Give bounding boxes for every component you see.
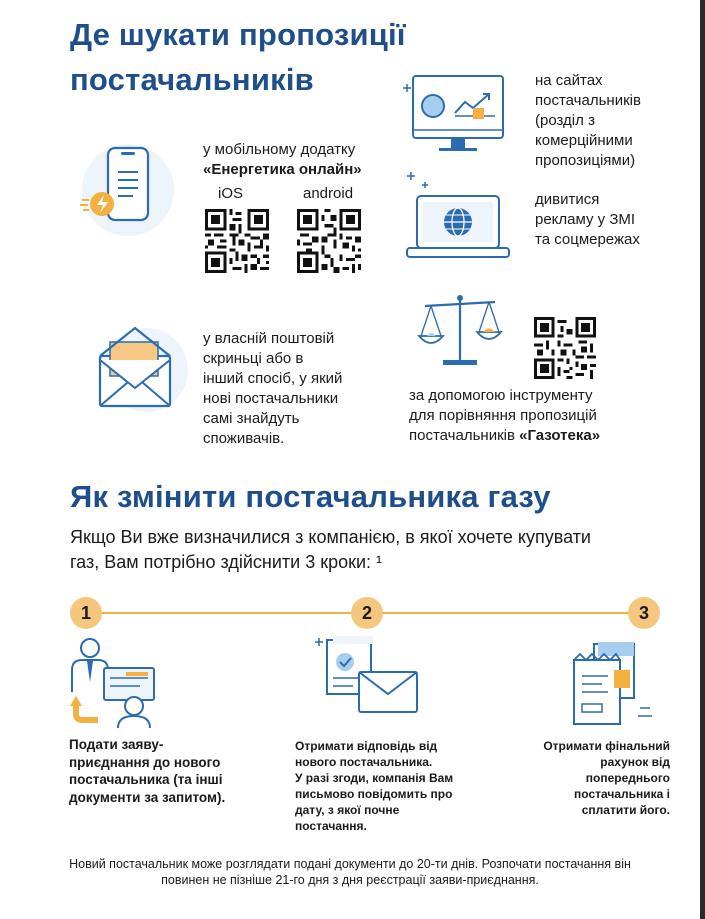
final-bill-icon — [568, 640, 658, 728]
gazoteka-qr-code[interactable] — [534, 317, 596, 379]
websites-line1: на сайтах — [535, 72, 603, 89]
mobile-phone-icon — [78, 134, 188, 244]
footnote-line1: Новий постачальник може розглядати подані документи до 20-ти днів. Розпочати постачання він — [69, 857, 631, 871]
step-2-line: нового постачальника. — [295, 755, 433, 769]
page-edge-border — [700, 0, 705, 919]
applicant-form-icon — [68, 634, 163, 729]
websites-line2: постачальників — [535, 92, 641, 109]
step-1-line: документи за запитом). — [69, 789, 226, 805]
mail-line1: у власній поштовій — [203, 330, 335, 347]
mail-line6: споживачів. — [203, 430, 285, 447]
media-line3: та соцмережах — [535, 231, 640, 248]
step-1-badge: 1 — [70, 597, 102, 629]
websites-line4: комерційними — [535, 132, 633, 149]
step-3-badge: 3 — [628, 597, 660, 629]
step-2-line: постачання. — [295, 819, 367, 833]
step-2-text — [295, 738, 495, 834]
mail-line5: самі знайдуть — [203, 410, 300, 427]
intro-line1: Якщо Ви вже визначилися з компанією, в якої хочете купувати — [70, 527, 591, 547]
media-line2: рекламу у ЗМІ — [535, 211, 636, 228]
ios-label: iOS — [218, 185, 244, 202]
step-1-line: приєднання до нового — [69, 754, 221, 770]
step-3-line: попереднього — [585, 771, 670, 785]
step-3-line: постачальника і — [574, 787, 670, 801]
gazoteka-line1: за допомогою інструменту — [409, 387, 593, 404]
step-3-line: Отримати фінальний — [543, 739, 670, 753]
gazoteka-line2: для порівняння пропозицій — [409, 407, 597, 424]
gazoteka-name: «Газотека» — [519, 427, 601, 444]
reply-envelope-icon — [313, 634, 423, 719]
laptop-globe-icon — [403, 170, 513, 265]
media-line1: дивитися — [535, 191, 600, 208]
step-3-text — [520, 738, 670, 818]
step-2-line: письмово повідомить про — [295, 787, 453, 801]
step-2-line: У разі згоди, компанія Вам — [295, 771, 454, 785]
scales-icon — [415, 290, 505, 370]
footnote-line2: повинен не пізніше 21-го дня з дня реєстрації заяви-приєднання. — [161, 873, 539, 887]
step-2-line: дату, з якої почне — [295, 803, 400, 817]
step-1-text — [69, 736, 259, 806]
mobile-app-name: «Енергетика онлайн» — [203, 161, 362, 178]
gazoteka-line3-prefix: постачальників — [409, 427, 520, 444]
intro-line2: газ, Вам потрібно здійснити 3 кроки: ¹ — [70, 552, 383, 572]
mail-line3: інший спосіб, у який — [203, 370, 343, 387]
step-3-line: рахунок від — [600, 755, 670, 769]
android-qr-code[interactable] — [297, 209, 361, 273]
step-2-badge: 2 — [351, 597, 383, 629]
page-title-line1: Де шукати пропозиції — [70, 17, 406, 52]
step-3-line: сплатити його. — [581, 803, 670, 817]
step-1-line: постачальника (та інші — [69, 772, 223, 787]
monitor-chart-icon — [403, 68, 513, 160]
websites-line3: (розділ з — [535, 112, 595, 129]
gazoteka-line3 — [409, 426, 600, 446]
step-2-line: Отримати відповідь від — [295, 739, 438, 753]
mail-line2: скриньці або в — [203, 350, 304, 367]
ios-qr-code[interactable] — [205, 209, 269, 273]
websites-line5: пропозиціями) — [535, 152, 636, 169]
section2-title: Як змінити постачальника газу — [70, 479, 551, 514]
android-label: android — [303, 185, 354, 202]
envelope-letter-icon — [92, 318, 192, 413]
page-title-line2: постачальників — [70, 62, 314, 97]
step-1-line: Подати заяву- — [69, 737, 164, 752]
mobile-line1: у мобільному додатку — [203, 141, 356, 158]
mail-line4: нові постачальники — [203, 390, 339, 407]
